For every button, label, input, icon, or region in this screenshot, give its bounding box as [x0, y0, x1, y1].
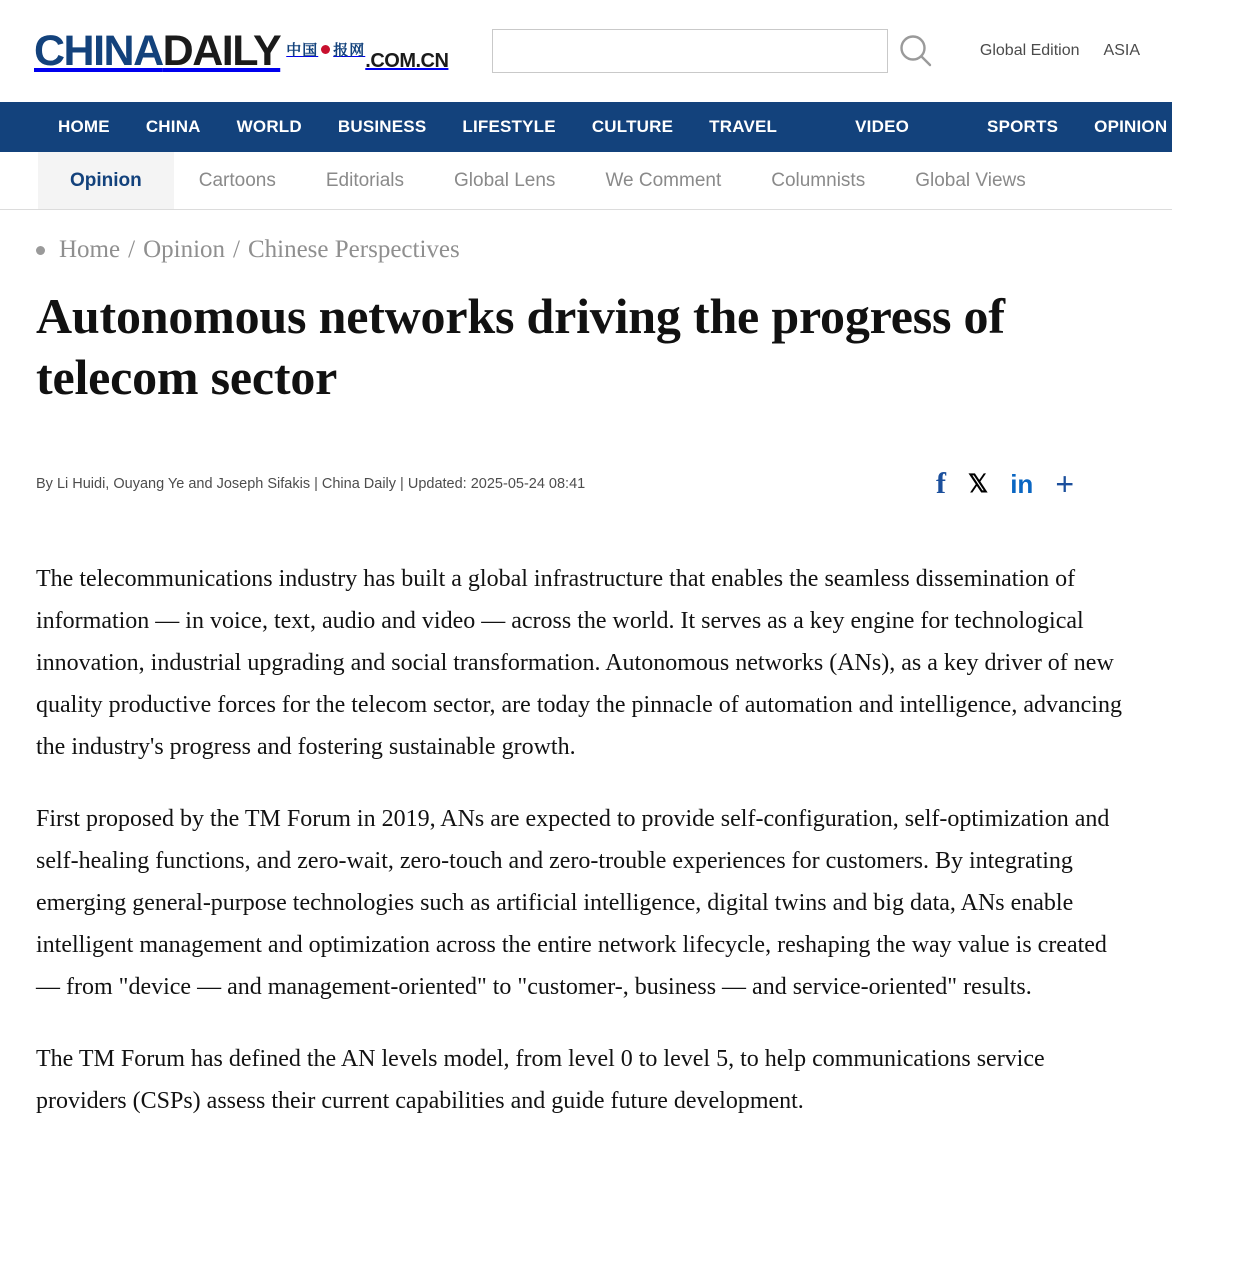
site-masthead — [0, 0, 1172, 102]
article-paragraph: First proposed by the TM Forum in 2019, ANs are expected to provide self-configuration, self-optimization and self-healing functions, and zero-wait, zero-touch and zero-trouble experiences for customers. By integrating emerging general-purpose technologies such as artificial intelligence, digital twins and big data, ANs enable intelligent management and optimization across the entire network lifecycle, reshaping the way value is created — from "device — and management-oriented" to "customer-, business — and service-oriented" results. — [36, 806, 1110, 1000]
top-link-asia[interactable]: ASIA — [1103, 42, 1140, 59]
nav-item-travel[interactable]: TRAVEL — [709, 117, 778, 136]
share-more-icon[interactable]: + — [1055, 466, 1074, 502]
breadcrumb — [36, 236, 1136, 264]
subnav-item-we-comment[interactable]: We Comment — [605, 169, 722, 191]
nav-item-sports[interactable]: SPORTS — [987, 117, 1059, 136]
subnav-item-columnists[interactable]: Columnists — [771, 169, 866, 191]
share-x-twitter-icon[interactable]: 𝕏 — [968, 469, 989, 498]
logo-text-china: CHINA — [34, 26, 163, 75]
search-input[interactable] — [492, 29, 888, 73]
article-paragraph: The TM Forum has defined the AN levels model, from level 0 to level 5, to help communications service providers (CSPs) assess their current capabilities and guide future development. — [36, 1046, 1045, 1114]
breadcrumb-item-opinion[interactable]: Opinion — [143, 236, 226, 263]
article-content — [0, 236, 1172, 1122]
logo-text-domain: .COM.CN — [365, 49, 449, 72]
breadcrumb-separator-1: / — [128, 236, 136, 263]
nav-item-lifestyle[interactable]: LIFESTYLE — [462, 117, 556, 136]
breadcrumb-item-chinese-perspectives[interactable]: Chinese Perspectives — [247, 236, 460, 263]
bullet-icon — [36, 246, 45, 255]
subnav-item-opinion[interactable]: Opinion — [38, 152, 174, 209]
top-link-global-edition[interactable]: Global Edition — [979, 42, 1080, 59]
breadcrumb-item-home[interactable]: Home — [59, 236, 121, 263]
logo-badge-chinese-suffix: 报网 — [333, 41, 366, 59]
search-button[interactable] — [888, 29, 944, 73]
search-icon — [897, 32, 935, 70]
article-body — [36, 558, 1136, 1122]
search-area — [492, 29, 944, 73]
subnav-item-editorials[interactable]: Editorials — [325, 169, 405, 191]
nav-item-world[interactable]: WORLD — [236, 117, 302, 136]
section-navigation — [0, 152, 1172, 210]
nav-item-video[interactable]: VIDEO — [855, 117, 910, 136]
subnav-item-global-views[interactable]: Global Views — [915, 169, 1026, 191]
nav-item-culture[interactable]: CULTURE — [591, 117, 674, 136]
nav-item-business[interactable]: BUSINESS — [337, 117, 427, 136]
site-logo[interactable] — [34, 26, 449, 75]
breadcrumb-separator-2: / — [233, 236, 240, 263]
page-title: Autonomous networks driving the progress of telecom sector — [36, 288, 1005, 405]
logo-badge — [286, 39, 365, 73]
logo-badge-chinese-text: 中国 — [286, 41, 319, 59]
primary-navigation — [0, 102, 1246, 152]
logo-text-daily: DAILY — [162, 26, 281, 75]
nav-item-regional[interactable]: REGI — [1203, 117, 1246, 136]
nav-item-home[interactable]: HOME — [58, 117, 110, 136]
nav-item-opinion[interactable]: OPINION — [1094, 117, 1168, 136]
subnav-item-cartoons[interactable]: Cartoons — [198, 169, 276, 191]
byline-row — [36, 468, 1136, 506]
share-facebook-icon[interactable]: f — [936, 467, 947, 500]
nav-item-china[interactable]: CHINA — [145, 117, 201, 136]
share-buttons — [936, 468, 1136, 500]
article-byline: By Li Huidi, Ouyang Ye and Joseph Sifakis | China Daily | Updated: 2025-05-24 08:41 — [36, 476, 586, 492]
subnav-item-global-lens[interactable]: Global Lens — [454, 169, 556, 191]
red-dot-icon — [321, 45, 330, 54]
share-linkedin-icon[interactable]: in — [1010, 469, 1034, 499]
article-paragraph: The telecommunications industry has built a global infrastructure that enables the seamless dissemination of information — in voice, text, audio and video — across the world. It serves as a key engine for technological innovation, industrial upgrading and social transformation. Autonomous networks (ANs), as a key driver of new quality productive forces for the telecom sector, are today the pinnacle of automation and intelligence, advancing the industry's progress and fostering sustainable growth. — [36, 566, 1122, 760]
top-links — [980, 42, 1144, 60]
